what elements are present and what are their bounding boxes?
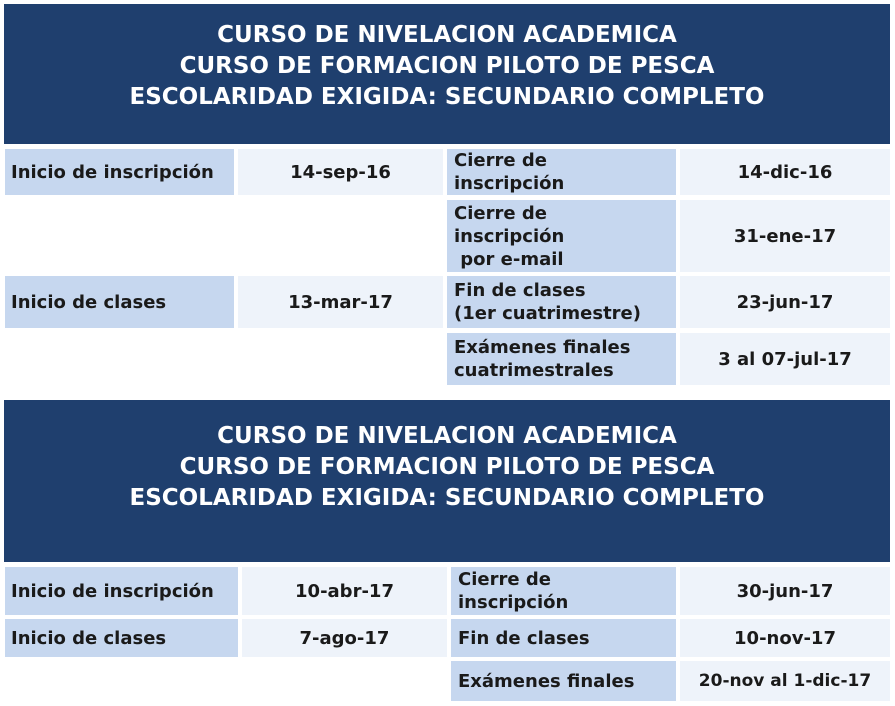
inicio-inscripcion-label: Inicio de inscripción (5, 149, 234, 195)
header-title-line-3: ESCOLARIDAD EXIGIDA: SECUNDARIO COMPLETO (129, 485, 765, 511)
examenes-label: Exámenes finales cuatrimestrales (447, 333, 676, 385)
header-title-line-1: CURSO DE NIVELACION ACADEMICA (217, 22, 677, 48)
cierre-inscripcion-label: Cierre de inscripción (451, 567, 676, 615)
inicio-clases-label: Inicio de clases (5, 619, 238, 657)
cierre-inscripcion-label: Cierre de inscripción (447, 149, 676, 195)
fin-clases-label: Fin de clases (1er cuatrimestre) (447, 276, 676, 328)
header-title-line-2: CURSO DE FORMACION PILOTO DE PESCA (179, 454, 715, 480)
header-title-line-1: CURSO DE NIVELACION ACADEMICA (217, 423, 677, 449)
fin-clases-value: 10-nov-17 (680, 619, 890, 657)
inicio-clases-label: Inicio de clases (5, 276, 234, 328)
header-title-line-2: CURSO DE FORMACION PILOTO DE PESCA (179, 53, 715, 79)
examenes-value: 20-nov al 1-dic-17 (680, 661, 890, 701)
header-title-line-3: ESCOLARIDAD EXIGIDA: SECUNDARIO COMPLETO (129, 84, 765, 110)
inicio-inscripcion-value: 14-sep-16 (238, 149, 443, 195)
inicio-inscripcion-label: Inicio de inscripción (5, 567, 238, 615)
cierre-inscripcion-value: 14-dic-16 (680, 149, 890, 195)
fin-clases-value: 23-jun-17 (680, 276, 890, 328)
inicio-inscripcion-value: 10-abr-17 (242, 567, 447, 615)
examenes-label: Exámenes finales (451, 661, 676, 701)
inicio-clases-value: 7-ago-17 (242, 619, 447, 657)
course-header-2 (4, 400, 890, 562)
fin-clases-label: Fin de clases (451, 619, 676, 657)
cierre-email-label: Cierre de inscripción por e-mail (447, 200, 676, 272)
cierre-inscripcion-value: 30-jun-17 (680, 567, 890, 615)
course-header-1 (4, 4, 890, 144)
cierre-email-value: 31-ene-17 (680, 200, 890, 272)
inicio-clases-value: 13-mar-17 (238, 276, 443, 328)
examenes-value: 3 al 07-jul-17 (680, 333, 890, 385)
